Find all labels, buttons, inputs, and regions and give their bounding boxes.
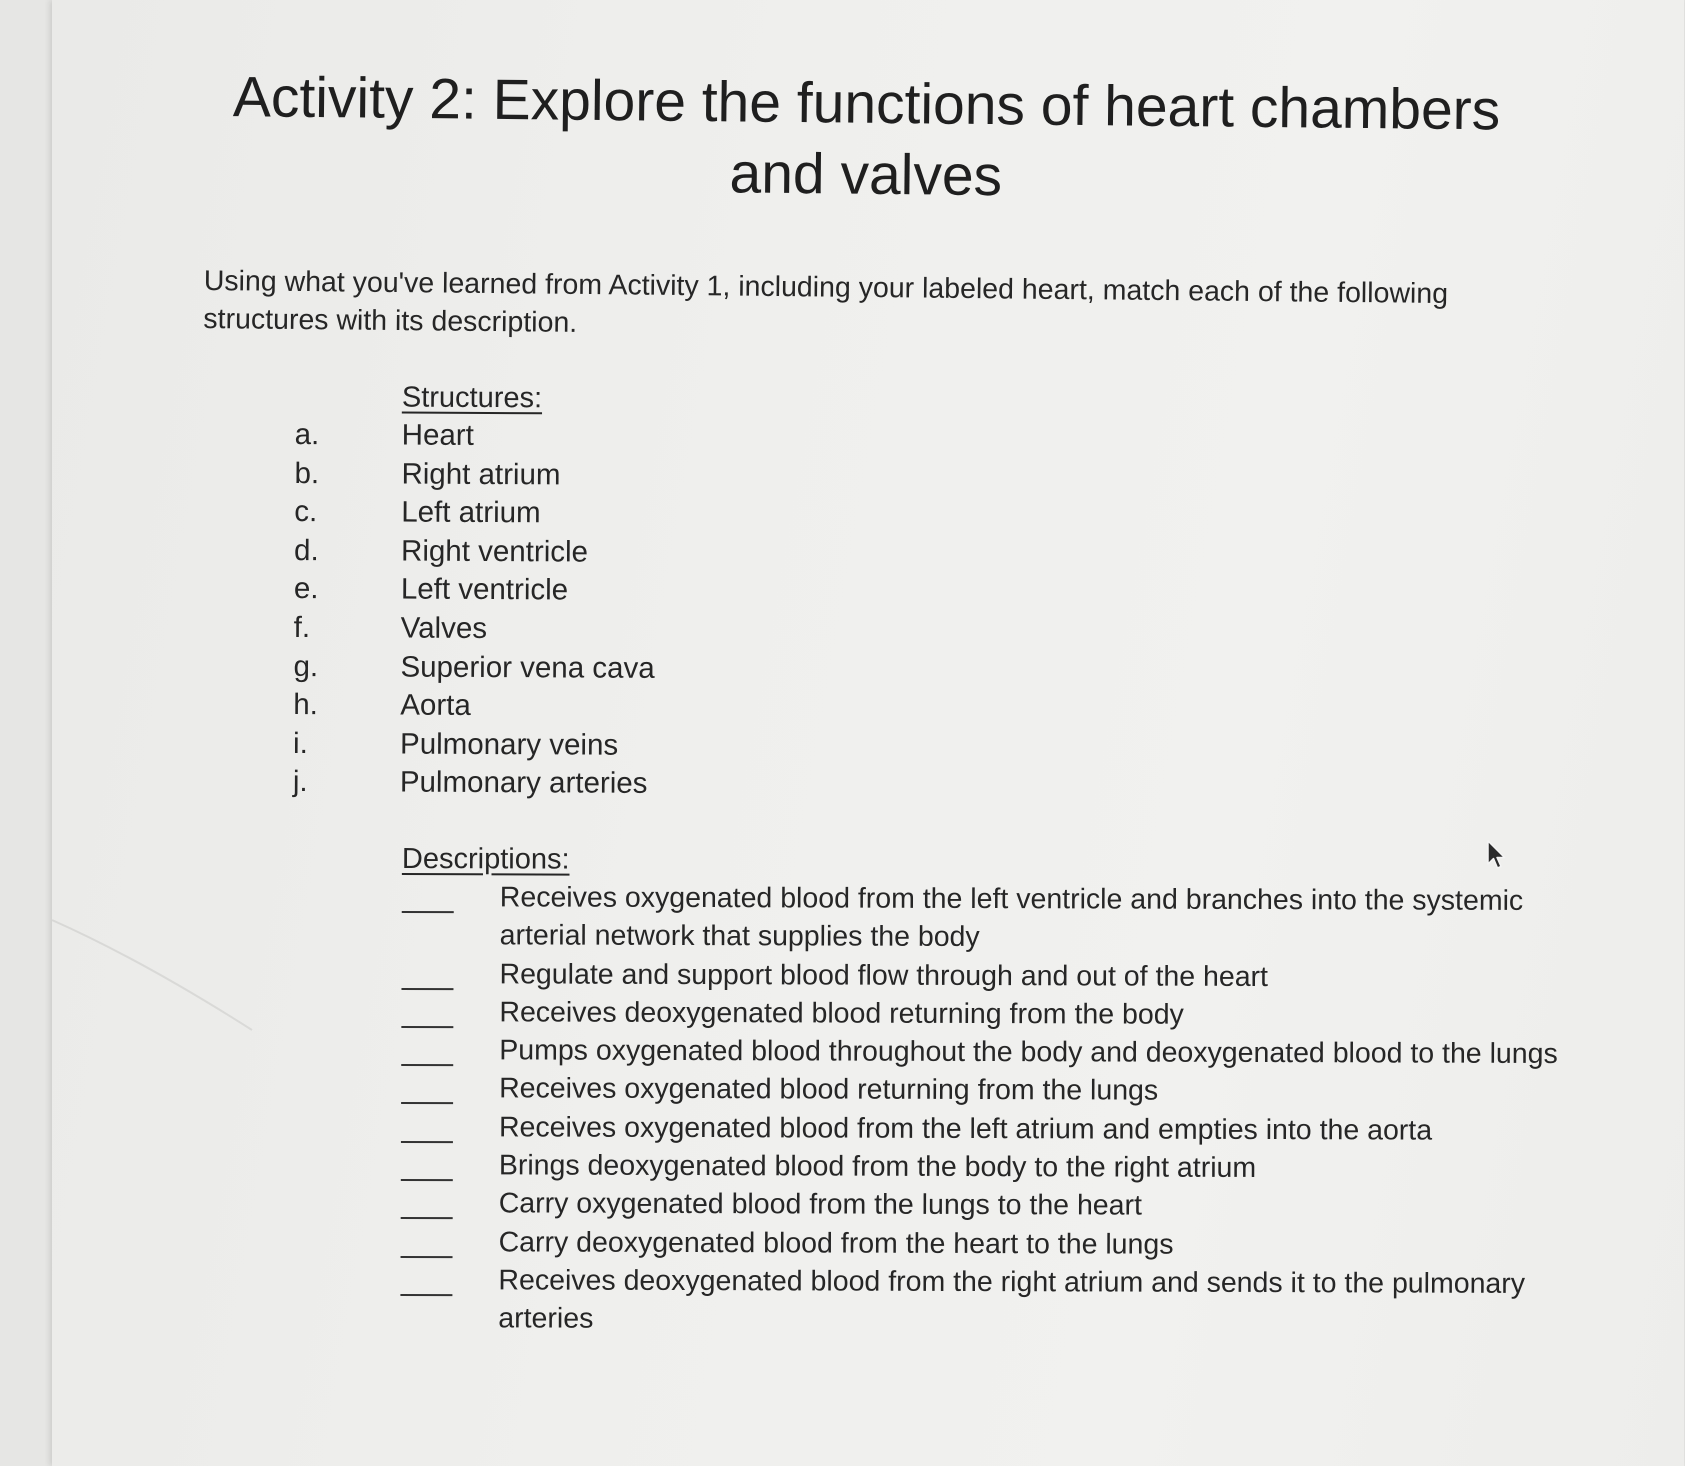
instructions: Using what you've learned from Activity 1, including your labeled heart, match each of the following structures with its description. xyxy=(203,264,1449,339)
description-item xyxy=(402,878,1572,959)
description-text: Brings deoxygenated blood from the body to the right atrium xyxy=(498,1149,1257,1185)
description-text: Receives oxygenated blood from the left ventricle and branches into the systemic arterial network that supplies the body xyxy=(499,881,1524,954)
structure-item xyxy=(294,609,655,649)
description-text: Receives oxygenated blood from the left atrium and empties into the aorta xyxy=(498,1111,1433,1147)
answer-blank[interactable] xyxy=(401,1197,453,1219)
structure-item xyxy=(295,416,656,456)
answer-blank[interactable] xyxy=(401,968,453,990)
description-text: Regulate and support blood flow through and out of the heart xyxy=(499,957,1269,993)
description-text: Carry oxygenated blood from the lungs to the heart xyxy=(498,1187,1143,1222)
description-item xyxy=(401,1184,1571,1226)
structure-item xyxy=(294,493,655,533)
structure-label: Left ventricle xyxy=(400,572,569,607)
description-text: Receives deoxygenated blood from the right atrium and sends it to the pulmonary arteries xyxy=(498,1264,1526,1335)
descriptions-list xyxy=(400,878,1572,1342)
structure-item xyxy=(293,725,654,765)
structure-label: Right ventricle xyxy=(401,534,589,569)
answer-blank[interactable] xyxy=(401,1082,453,1104)
description-item xyxy=(401,993,1571,1035)
description-item xyxy=(401,1146,1571,1188)
descriptions-heading: Descriptions: xyxy=(401,843,570,876)
structure-letter: b. xyxy=(294,456,320,490)
description-item xyxy=(401,955,1571,997)
page-title: Activity 2: Explore the functions of heart chambers and valves xyxy=(232,65,1501,209)
structure-label: Heart xyxy=(401,418,474,452)
structure-item xyxy=(294,455,655,495)
description-text: Receives oxygenated blood returning from the lungs xyxy=(499,1072,1159,1108)
structures-section xyxy=(293,378,656,804)
structure-item xyxy=(293,648,654,688)
structure-letter: i. xyxy=(293,726,308,760)
description-item xyxy=(400,1261,1570,1342)
structure-item xyxy=(293,763,654,803)
answer-blank[interactable] xyxy=(401,1044,453,1066)
structure-letter: d. xyxy=(294,533,319,567)
answer-blank[interactable] xyxy=(402,891,454,913)
answer-blank[interactable] xyxy=(401,1159,453,1181)
mouse-pointer-icon xyxy=(1486,840,1508,872)
description-text: Pumps oxygenated blood throughout the body and deoxygenated blood to the lungs xyxy=(499,1034,1558,1071)
answer-blank[interactable] xyxy=(400,1274,452,1296)
structure-label: Pulmonary arteries xyxy=(399,765,648,801)
structure-label: Pulmonary veins xyxy=(399,727,619,762)
structure-letter: c. xyxy=(294,495,318,529)
description-item xyxy=(401,1108,1571,1150)
structure-letter: a. xyxy=(294,417,320,452)
structure-label: Right atrium xyxy=(401,457,561,491)
structures-list xyxy=(293,416,656,804)
description-text: Carry deoxygenated blood from the heart to the lungs xyxy=(498,1226,1174,1261)
paper-fold-line xyxy=(52,900,312,1100)
answer-blank[interactable] xyxy=(401,1006,453,1028)
structure-letter: j. xyxy=(292,765,308,799)
description-text: Receives deoxygenated blood returning from the body xyxy=(499,996,1184,1031)
answer-blank[interactable] xyxy=(401,1121,453,1143)
worksheet-page xyxy=(52,0,1684,1466)
structure-label: Left atrium xyxy=(401,495,541,530)
description-item xyxy=(401,1031,1571,1073)
structure-letter: h. xyxy=(293,688,318,722)
structure-label: Aorta xyxy=(400,688,471,723)
structure-letter: f. xyxy=(293,610,311,645)
structures-heading: Structures: xyxy=(401,381,543,415)
descriptions-section xyxy=(400,840,1572,1342)
structure-letter: g. xyxy=(293,649,319,683)
answer-blank[interactable] xyxy=(401,1236,453,1258)
structure-label: Valves xyxy=(400,611,488,645)
structure-label: Superior vena cava xyxy=(400,650,655,685)
description-item xyxy=(401,1069,1571,1111)
structure-item xyxy=(294,532,655,572)
structure-item xyxy=(294,570,655,610)
structure-item xyxy=(293,686,654,726)
description-item xyxy=(401,1223,1571,1265)
structure-letter: e. xyxy=(293,572,319,606)
